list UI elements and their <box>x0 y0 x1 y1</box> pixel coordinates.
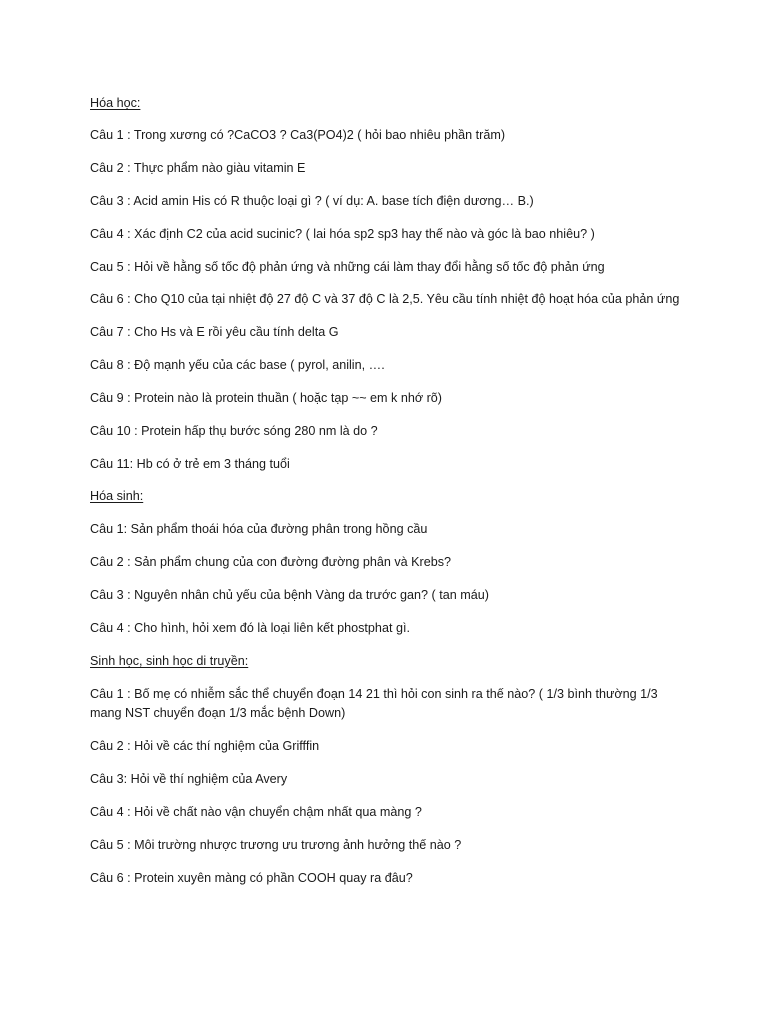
question-item: Câu 3: Hỏi về thí nghiệm của Avery <box>90 772 288 786</box>
question-item: Câu 4 : Xác định C2 của acid sucinic? ( lai hóa sp2 sp3 hay thế nào và góc là bao nhiêu? ) <box>90 227 595 241</box>
question-item: Câu 6 : Protein xuyên màng có phần COOH quay ra đâu? <box>90 871 413 885</box>
question-item: Câu 4 : Cho hình, hỏi xem đó là loại liên kết phostphat gì. <box>90 621 410 635</box>
question-item: Câu 1 : Bố mẹ có nhiễm sắc thể chuyển đoạn 14 21 thì hỏi con sinh ra thế nào? ( 1/3 bình thường 1/3 mang NST chuyển đoạn 1/3 mắc bệnh Down) <box>90 687 658 720</box>
question-item: Câu 2 : Thực phẩm nào giàu vitamin E <box>90 161 306 175</box>
question-item: Câu 1 : Trong xương có ?CaCO3 ? Ca3(PO4)2 ( hỏi bao nhiêu phần trăm) <box>90 128 506 142</box>
question-item: Câu 4 : Hỏi về chất nào vận chuyển chậm nhất qua màng ? <box>90 805 422 819</box>
question-item: Câu 6 : Cho Q10 của tại nhiệt độ 27 độ C và 37 độ C là 2,5. Yêu cầu tính nhiệt độ hoạt hóa của phản ứng <box>90 292 680 306</box>
question-item: Câu 2 : Sản phẩm chung của con đường đường phân và Krebs? <box>90 555 452 569</box>
section-heading-sinh-hoc: Sinh học, sinh học di truyền: <box>90 654 249 668</box>
section-heading-hoa-hoc: Hóa học: <box>90 96 141 110</box>
question-item: Câu 5 : Môi trường nhược trương ưu trương ảnh hưởng thế nào ? <box>90 838 462 852</box>
question-item: Câu 7 : Cho Hs và E rồi yêu cầu tính delta G <box>90 325 339 339</box>
question-item: Câu 10 : Protein hấp thụ bước sóng 280 nm là do ? <box>90 424 378 438</box>
section-heading-hoa-sinh: Hóa sinh: <box>90 489 144 503</box>
question-item: Câu 2 : Hỏi về các thí nghiệm của Grifffin <box>90 739 320 753</box>
question-item: Cau 5 : Hỏi về hằng số tốc độ phản ứng và những cái làm thay đổi hằng số tốc độ phản ứng <box>90 260 605 274</box>
question-item: Câu 3 : Nguyên nhân chủ yếu của bệnh Vàng da trước gan? ( tan máu) <box>90 588 489 602</box>
question-item: Câu 1: Sản phẩm thoái hóa của đường phân trong hồng cầu <box>90 522 428 536</box>
question-item: Câu 9 : Protein nào là protein thuần ( hoặc tạp ~~ em k nhớ rõ) <box>90 391 442 405</box>
question-item: Câu 11: Hb có ở trẻ em 3 tháng tuổi <box>90 457 290 471</box>
question-item: Câu 8 : Độ mạnh yếu của các base ( pyrol, anilin, …. <box>90 358 385 372</box>
question-item: Câu 3 : Acid amin His có R thuộc loại gì ? ( ví dụ: A. base tích điện dương… B.) <box>90 194 534 208</box>
